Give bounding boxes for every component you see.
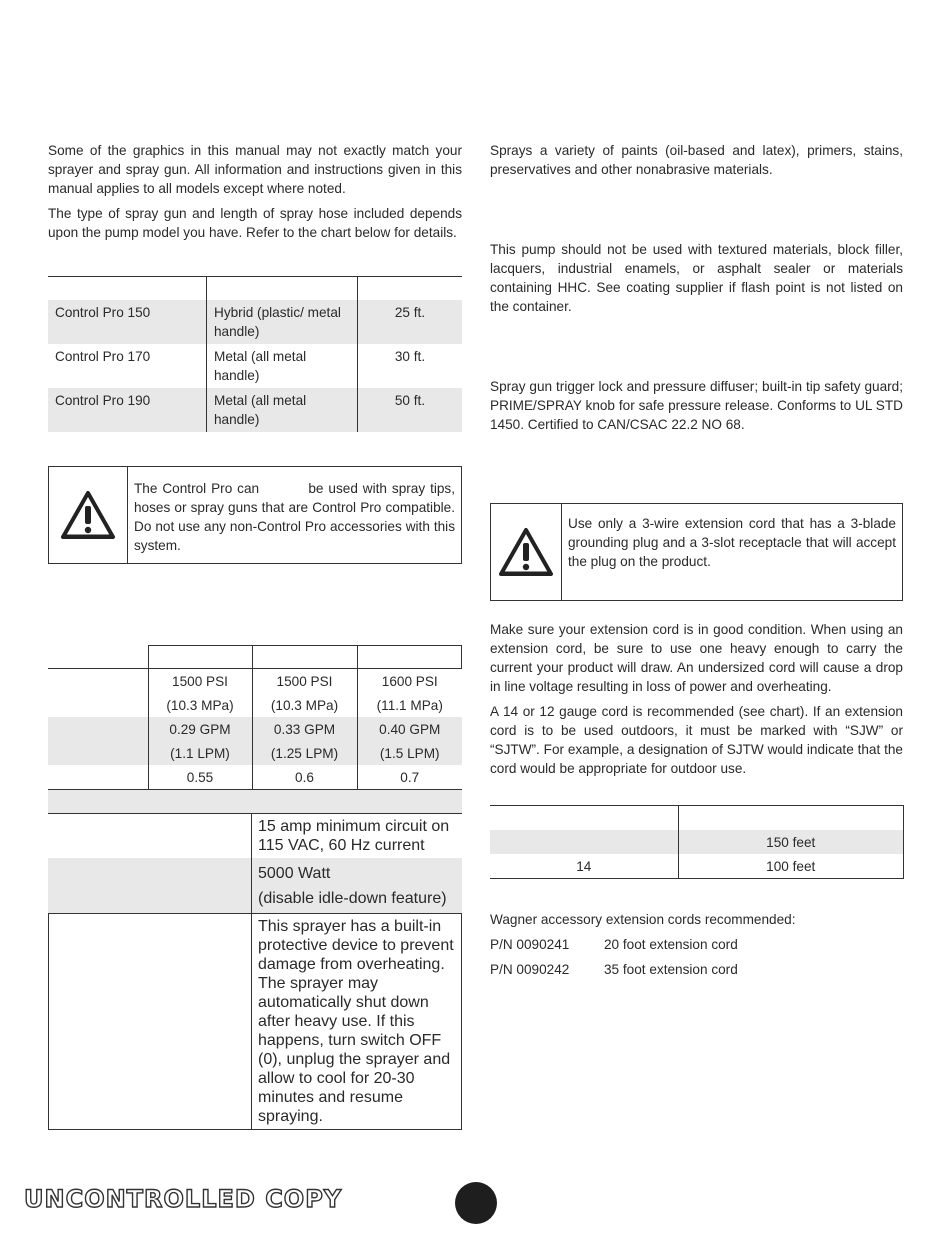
specifications-table: 1500 PSI 1500 PSI 1600 PSI (10.3 MPa) (10.3 MPa) (11.1 MPa) 0.29 GPM 0.33 GPM 0.40 GPM (1.1 LPM) (1.25 LPM) (1.5 LPM) 0.55 0.6 0.7 15 amp minimum circuit on 115 VAC, 60 Hz current 5000 Watt (disable idle-down feature) This sprayer has a built-in protective device to prevent damage from overheating. The sprayer may automatically shut down after heavy use. If this happens, turn switch OFF (0), unplug the sprayer and allow to cool for 20-30 minutes and resume spraying. (48, 645, 462, 1130)
thermal-protection: This sprayer has a built-in protective device to prevent damage from overheating. The sprayer may automatically shut down after heavy use. If this happens, turn switch OFF (0), unplug the sprayer and allow to cool for 20-30 minutes and resume spraying. (258, 918, 454, 1125)
uncontrolled-copy-watermark: UNCONTROLLED COPY (24, 1185, 343, 1213)
generator-note: (disable idle-down feature) (258, 890, 447, 907)
accessory-list (490, 907, 903, 982)
cord-paragraph-1: Make sure your extension cord is in good condition. When using an extension cord, be sure to use one heavy enough to carry the current your product will draw. An undersized cord will cause a drop in line voltage resulting in loss of power and overheating. (490, 622, 903, 694)
table-row: Control Pro 170 Metal (all metal handle) 30 ft. (48, 344, 462, 388)
warning-text: The Control Pro can be used with spray tips, hoses or spray guns that are Control Pro compatible. Do not use any non-Control Pro accessories with this system. (134, 481, 463, 553)
table-row: Control Pro 150 Hybrid (plastic/ metal handle) 25 ft. (48, 300, 462, 344)
intro-text (48, 141, 462, 242)
warning-icon (491, 504, 562, 600)
do-not-use-paragraph: This pump should not be used with textured materials, block filler, lacquers, industrial enamels, or asphalt sealer or materials containing HHC. See coating supplier if flash point is not listed on the container. (490, 242, 903, 314)
warning-box-extension-cord (490, 503, 903, 601)
cord-paragraph-2: A 14 or 12 gauge cord is recommended (see chart). If an extension cord is to be used outdoors, it must be marked with “SJW” or “SJTW”. For example, a designation of SJTW would indicate that the cord would be appropriate for outdoor use. (490, 704, 903, 776)
extension-cord-table (490, 805, 904, 879)
table-row: Control Pro 190 Metal (all metal handle) 50 ft. (48, 388, 462, 432)
accessory-heading: Wagner accessory extension cords recommended: (490, 912, 796, 927)
page-number-circle (455, 1182, 497, 1224)
warning-icon (49, 467, 128, 563)
table-row: 14 100 feet (490, 854, 903, 878)
safety-features-paragraph: Spray gun trigger lock and pressure diffuser; built-in tip safety guard; PRIME/SPRAY knob for safe pressure release. Conforms to UL STD 1450. Certified to CAN/CSAC 22.2 NO 68. (490, 379, 903, 432)
model-table (48, 276, 462, 432)
intro-paragraph-1: Some of the graphics in this manual may not exactly match your sprayer and spray gun. All information and instructions given in this manual applies to all models except where noted. (48, 143, 462, 196)
list-item: P/N 0090242 35 foot extension cord (490, 962, 738, 977)
warning-text: Use only a 3-wire extension cord that has a 3-blade grounding plug and a 3-slot receptacle that will accept the plug on the product. (568, 516, 896, 569)
warning-box-compatibility (48, 466, 462, 564)
intro-paragraph-2: The type of spray gun and length of spray hose included depends upon the pump model you have. Refer to the chart below for details. (48, 206, 462, 240)
table-row: 150 feet (490, 830, 903, 854)
power-requirement: 15 amp minimum circuit on 115 VAC, 60 Hz current (258, 818, 450, 854)
uses-paragraph: Sprays a variety of paints (oil-based and latex), primers, stains, preservatives and other nonabrasive materials. (490, 143, 903, 177)
generator-watt: 5000 Watt (258, 865, 331, 882)
list-item: P/N 0090241 20 foot extension cord (490, 937, 738, 952)
